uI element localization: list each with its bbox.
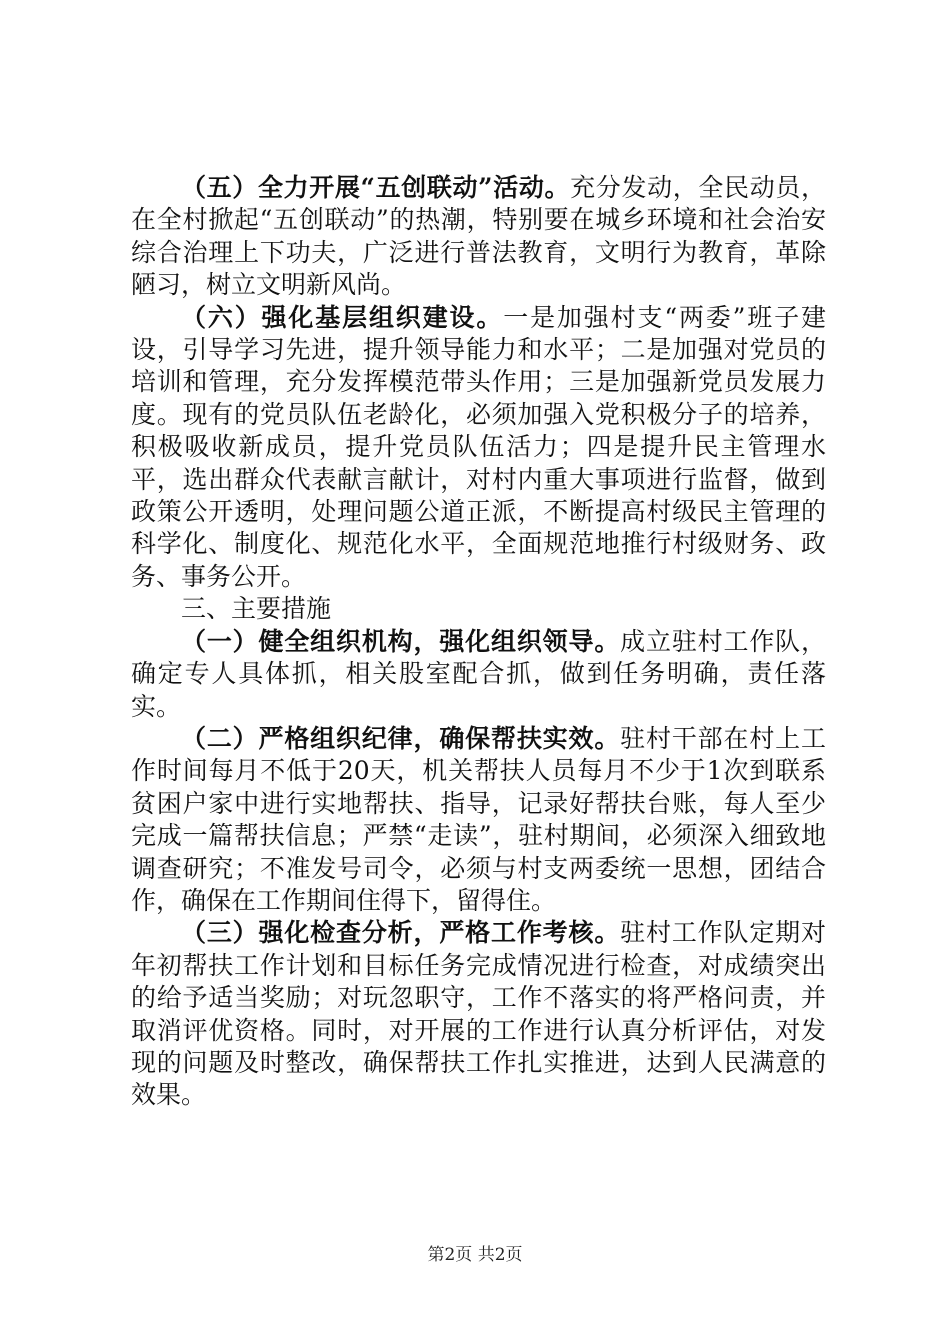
- paragraph-lead: （二）严格组织纪律，确保帮扶实效。: [181, 723, 621, 753]
- paragraph-measure-inspection: [131, 917, 826, 1111]
- paragraph-grassroots-organization: [131, 302, 826, 594]
- paragraph-text: 成立驻村工作队，确定专人具体抓，相关股室配合抓，做到任务明确，责任落实。: [131, 626, 826, 721]
- paragraph-text: 一是加强村支“两委”班子建设，引导学习先进，提升领导能力和水平；二是加强对党员的培训和管理，充分发挥模范带头作用；三是加强新党员发展力度。现有的党员队伍老龄化，必须加强入党积极分子的培养，积极吸收新成员，提升党员队伍活力；四是提升民主管理水平，选出群众代表献言献计，对村内重大事项进行监督，做到政策公开透明，处理问题公道正派，不断提高村级民主管理的科学化、制度化、规范化水平，全面规范地推行村级财务、政务、事务公开。: [131, 302, 826, 591]
- paragraph-measure-discipline: [131, 723, 826, 917]
- paragraph-lead: （一）健全组织机构，强化组织领导。: [181, 626, 621, 656]
- paragraph-text: 驻村工作队定期对年初帮扶工作计划和目标任务完成情况进行检查，对成绩突出的给予适当奖励；对玩忽职守，工作不落实的将严格问责，并取消评优资格。同时，对开展的工作进行认真分析评估，对发现的问题及时整改，确保帮扶工作扎实推进，达到人民满意的效果。: [131, 918, 826, 1110]
- document-body: [131, 172, 826, 1112]
- section-heading-main-measures: 三、主要措施: [181, 594, 332, 624]
- page-number-footer: 第2页 共2页: [427, 1245, 523, 1265]
- paragraph-measure-organization: [131, 626, 826, 723]
- paragraph-text: 充分发动，全民动员，在全村掀起“五创联动”的热潮，特别要在城乡环境和社会治安综合治理上下功夫，广泛进行普法教育，文明行为教育，革除陋习，树立文明新风尚。: [131, 173, 826, 300]
- paragraph-text: 驻村干部在村上工作时间每月不低于20天，机关帮扶人员每月不少于1次到联系贫困户家中进行实地帮扶、指导，记录好帮扶台账，每人至少完成一篇帮扶信息；严禁“走读”，驻村期间，必须深入细致地调查研究；不准发号司令，必须与村支两委统一思想，团结合作，确保在工作期间住得下，留得住。: [131, 723, 826, 915]
- paragraph-five-creations: [131, 172, 826, 302]
- paragraph-lead: （六）强化基层组织建设。: [181, 302, 504, 332]
- paragraph-lead: （三）强化检查分析，严格工作考核。: [181, 918, 621, 948]
- paragraph-lead: （五）全力开展“五创联动”活动。: [181, 173, 571, 202]
